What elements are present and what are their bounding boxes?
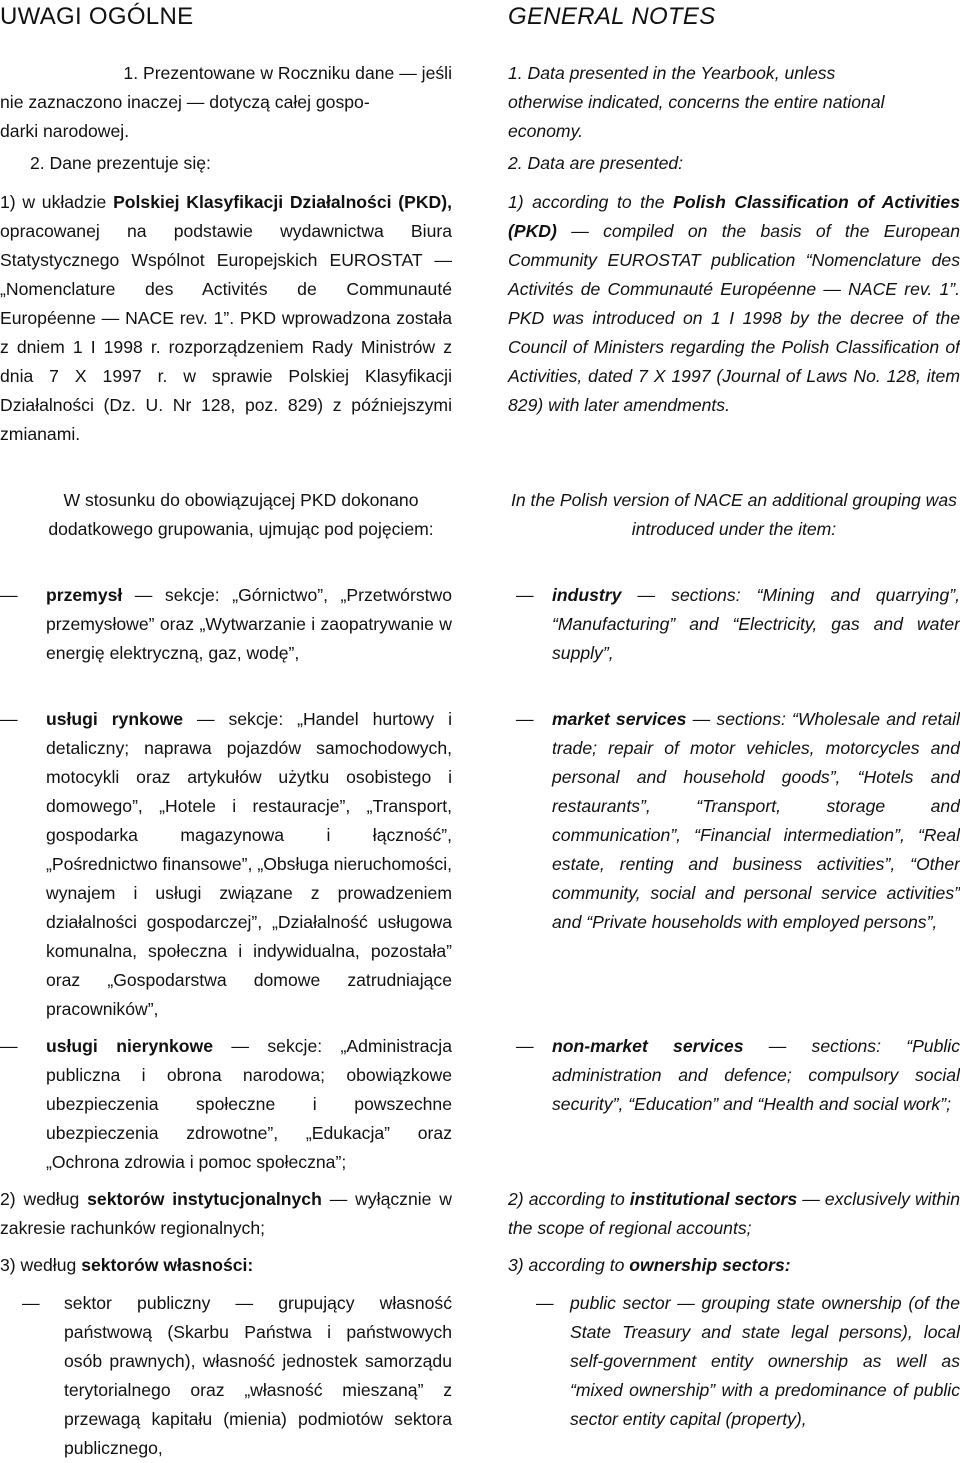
term-pkd: Polskiej Klasyfikacji Działalności (PKD),: [113, 192, 452, 212]
grouping-intro: W stosunku do obowiązującej PKD dokonano dodatkowego grupowania, ujmując pod pojęciem:: [48, 490, 434, 539]
note-2-en: 2. Data are presented:: [508, 153, 684, 173]
industry-en-item: industry — sections: “Mining and quarrying”, “Manufacturing” and “Electricity, gas and water supply”,: [552, 585, 960, 663]
public-sector-en-item: public sector — grouping state ownership (of the State Treasury and state legal persons), local self-government entity ownership as well as “mixed ownership” with a predominance of public sector entity capital (property),: [570, 1293, 960, 1429]
public-sector-dash: —: [22, 1293, 40, 1313]
term-pkd-en: Polish Classification of Activities (PKD): [508, 192, 960, 241]
note-1-en-line-1: 1. Data presented in the Yearbook, unless: [508, 63, 836, 83]
term-industry: przemysł: [46, 585, 123, 605]
non-market-services-item: usługi nierynkowe — sekcje: „Administracja publiczna i obrona narodowa; obowiązkowe ubezpieczenia społeczne i powszechne ubezpieczenia zdrowotne”, „Edukacja” oraz „Ochrona zdrowia i pomoc społeczna”;: [46, 1036, 452, 1172]
grouping-intro-en: In the Polish version of NACE an additional grouping was introduced under the item:: [511, 490, 957, 539]
item-1-paragraph: 1) w układzie Polskiej Klasyfikacji Działalności (PKD), opracowanej na podstawie wydawnictwa Biura Statystycznego Wspólnot Europejskich EUROSTAT — „Nomenclature des Activités de Communauté Européenne — NACE rev. 1”. PKD wprowadzona została z dniem 1 I 1998 r. rozporządzeniem Rady Ministrów z dnia 7 X 1997 r. w sprawie Polskiej Klasyfikacji Działalności (Dz. U. Nr 128, poz. 829) z późniejszymi zmianami.: [0, 192, 452, 444]
term-institutional-sectors-en: institutional sectors: [629, 1189, 798, 1209]
market-services-item: usługi rynkowe — sekcje: „Handel hurtowy i detaliczny; naprawa pojazdów samochodowych, motocykli oraz artykułów użytku osobistego i domowego”, „Hotele i restauracje”, „Transport, gospodarka magazynowa i łączność”, „Pośrednictwo finansowe”, „Obsługa nieruchomości, wynajem i usługi związane z prowadzeniem działalności gospodarczej”, „Działalność usługowa komunalna, społeczna i indywidualna, pozostała” oraz „Gospodarstwa domowe zatrudniające pracowników”,: [46, 709, 452, 1019]
term-non-market-services: usługi nierynkowe: [46, 1036, 213, 1056]
item-1-en-paragraph: 1) according to the Polish Classification of Activities (PKD) — compiled on the basis of the European Community EUROSTAT publication “Nomenclature des Activités de Communauté Européenne — NACE rev. 1”. PKD was introduced on 1 I 1998 by the decree of the Council of Ministers regarding the Polish Classification of Activities, dated 7 X 1997 (Journal of Laws No. 128, item 829) with later amendments.: [508, 192, 960, 415]
term-institutional-sectors: sektorów instytucjonalnych: [87, 1189, 322, 1209]
note-2: 2. Dane prezentuje się:: [30, 153, 211, 173]
term-ownership-sectors-en: ownership sectors:: [629, 1255, 791, 1275]
term-non-market-services-en: non-market services: [552, 1036, 744, 1056]
industry-dash: —: [0, 585, 18, 605]
note-1-line-2: nie zaznaczono inaczej — dotyczą całej gospo-: [0, 92, 370, 112]
term-industry-en: industry: [552, 585, 622, 605]
page-title-polish: UWAGI OGÓLNE: [0, 3, 194, 30]
term-market-services: usługi rynkowe: [46, 709, 184, 729]
non-market-services-dash: —: [0, 1036, 18, 1056]
item-2-en-paragraph: 2) according to institutional sectors — exclusively within the scope of regional accounts;: [508, 1189, 960, 1238]
note-1-en-line-2: otherwise indicated, concerns the entire national: [508, 92, 885, 112]
industry-item: przemysł — sekcje: „Górnictwo”, „Przetwórstwo przemysłowe” oraz „Wytwarzanie i zaopatrywanie w energię elektryczną, gaz, wodę”,: [46, 585, 452, 663]
public-sector-en-dash: —: [536, 1293, 554, 1313]
term-ownership-sectors: sektorów własności:: [81, 1255, 254, 1275]
public-sector-item: sektor publiczny — grupujący własność państwową (Skarbu Państwa i państwowych osób prawnych), własność jednostek samorządu terytorialnego oraz „własność mieszaną” z przewagą kapitału (mienia) podmiotów sektora publicznego,: [64, 1293, 452, 1458]
note-1-line-1: 1. Prezentowane w Roczniku dane — jeśli: [123, 63, 452, 83]
page-title-english: GENERAL NOTES: [508, 3, 716, 30]
non-market-services-en-item: non-market services — sections: “Public administration and defence; compulsory social security”, “Education” and “Health and social work”;: [552, 1036, 960, 1114]
market-services-dash: —: [0, 709, 18, 729]
market-services-en-dash: —: [516, 709, 534, 729]
item-2-paragraph: 2) według sektorów instytucjonalnych — wyłącznie w zakresie rachunków regionalnych;: [0, 1189, 452, 1238]
item-3-en-paragraph: 3) according to ownership sectors:: [508, 1255, 791, 1275]
note-1-line-3: darki narodowej.: [0, 121, 130, 141]
term-market-services-en: market services: [552, 709, 687, 729]
industry-en-dash: —: [516, 585, 534, 605]
market-services-en-item: market services — sections: “Wholesale and retail trade; repair of motor vehicles, motorcycles and personal and household goods”, “Hotels and restaurants”, “Transport, storage and communication”, “Financial intermediation”, “Real estate, renting and business activities”, “Other community, social and personal service activities” and “Private households with employed persons”,: [552, 709, 960, 932]
item-3-paragraph: 3) według sektorów własności:: [0, 1255, 254, 1275]
note-1-en-line-3: economy.: [508, 121, 583, 141]
non-market-services-en-dash: —: [516, 1036, 534, 1056]
